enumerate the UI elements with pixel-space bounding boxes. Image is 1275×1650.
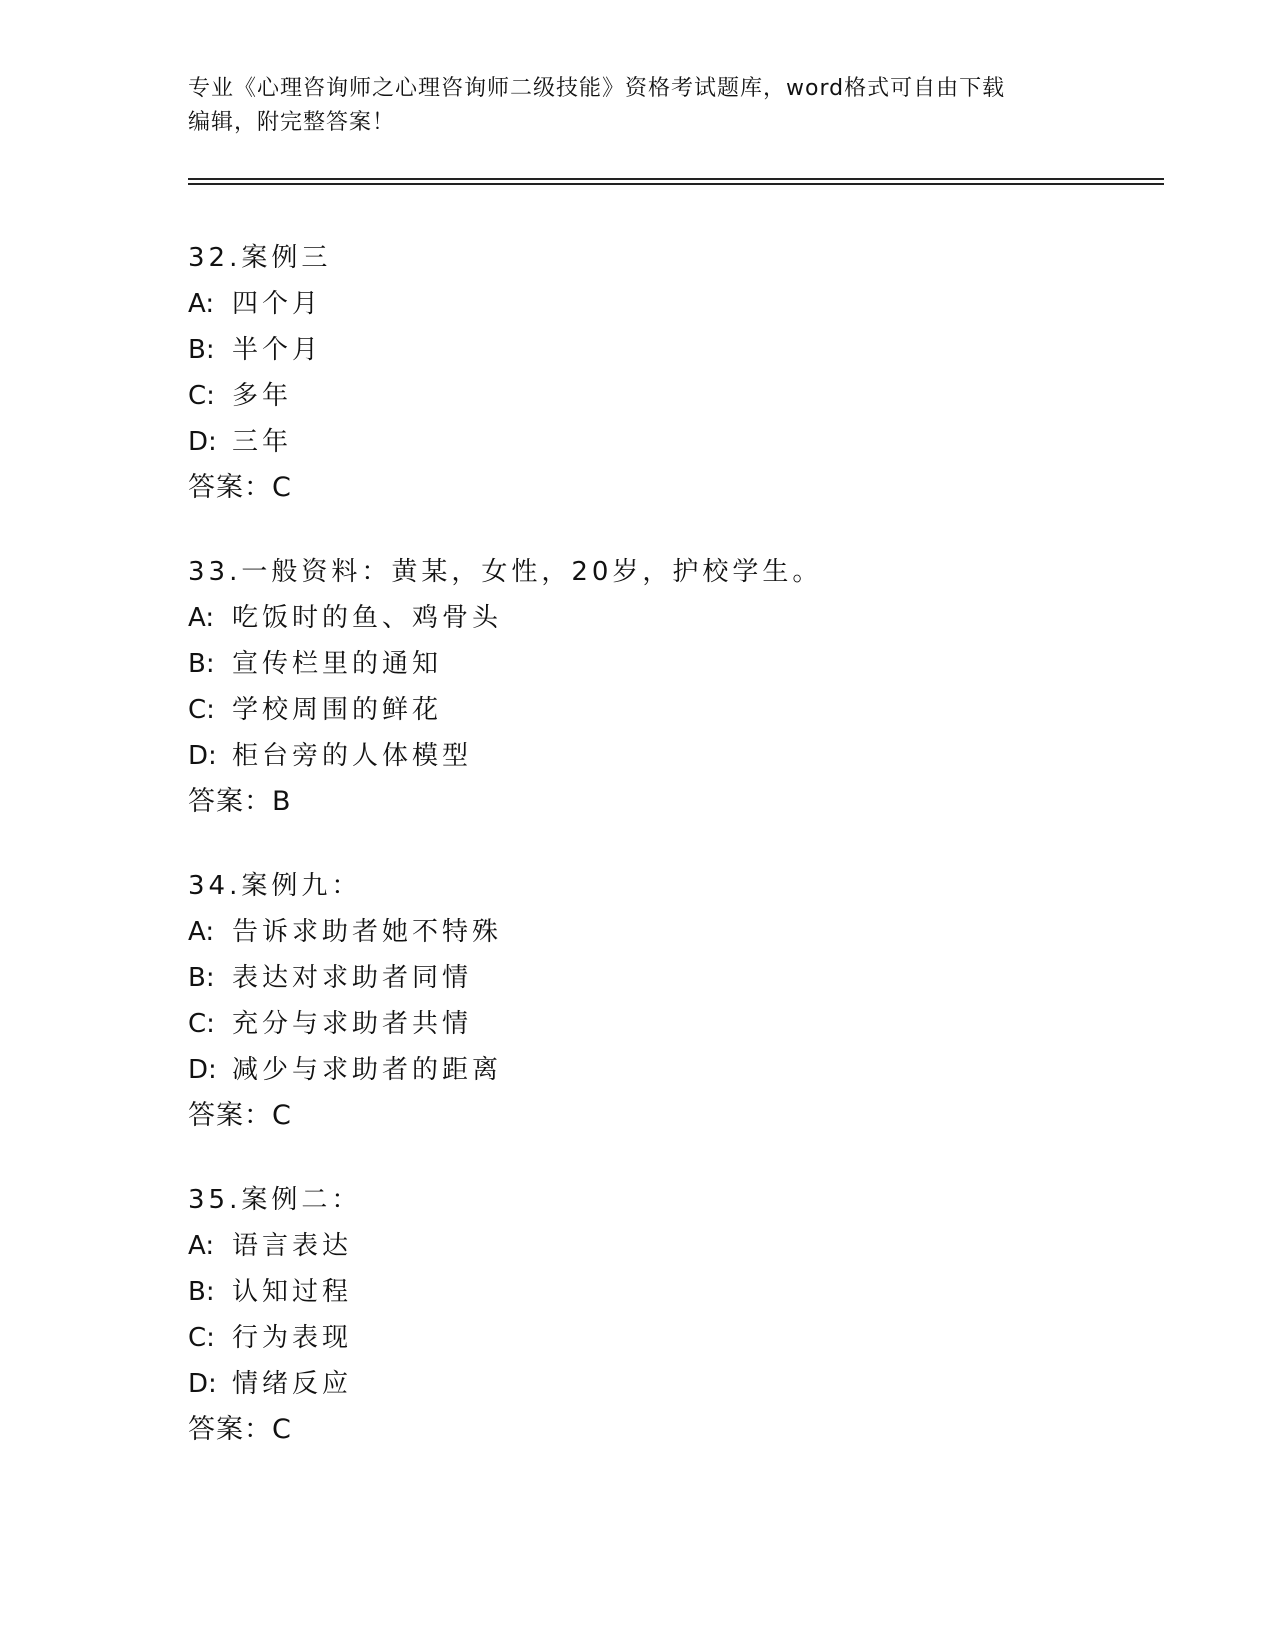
- option-text: 认知过程: [232, 1277, 353, 1307]
- option-a: [188, 909, 1148, 955]
- document-header: [188, 72, 1088, 140]
- header-divider-bottom: [188, 183, 1164, 185]
- question-33: [188, 549, 1148, 825]
- option-a: [188, 1223, 1148, 1269]
- option-letter: B:: [188, 963, 215, 993]
- option-letter: C:: [188, 381, 215, 411]
- option-text: 四个月: [232, 289, 323, 319]
- option-text: 多年: [232, 381, 293, 411]
- option-letter: C:: [188, 1009, 215, 1039]
- question-34: [188, 863, 1148, 1139]
- answer-line: 答案：B: [188, 786, 292, 817]
- option-letter: B:: [188, 649, 215, 679]
- option-letter: A:: [188, 289, 215, 319]
- option-d: [188, 419, 1148, 465]
- option-b: [188, 641, 1148, 687]
- question-32: [188, 235, 1148, 511]
- option-letter: B:: [188, 1277, 215, 1307]
- question-stem: 35.案例二：: [188, 1185, 362, 1215]
- question-stem: 32.案例三: [188, 243, 332, 273]
- option-text: 语言表达: [232, 1231, 353, 1261]
- question-stem: 34.案例九：: [188, 871, 362, 901]
- option-letter: A:: [188, 603, 215, 633]
- question-stem: 33.一般资料：黄某，女性，20岁，护校学生。: [188, 557, 823, 587]
- answer-line: 答案：C: [188, 1414, 292, 1445]
- option-text: 告诉求助者她不特殊: [232, 917, 503, 947]
- option-text: 行为表现: [232, 1323, 353, 1353]
- option-text: 吃饭时的鱼、鸡骨头: [232, 603, 503, 633]
- header-line-1: 专业《心理咨询师之心理咨询师二级技能》资格考试题库，word格式可自由下载: [188, 76, 1006, 101]
- answer-line: 答案：C: [188, 472, 292, 503]
- option-letter: B:: [188, 335, 215, 365]
- option-b: [188, 1269, 1148, 1315]
- option-letter: A:: [188, 917, 215, 947]
- option-letter: D:: [188, 1369, 217, 1399]
- option-letter: A:: [188, 1231, 215, 1261]
- option-d: [188, 1047, 1148, 1093]
- header-divider-top: [188, 178, 1164, 180]
- option-text: 宣传栏里的通知: [232, 649, 443, 679]
- option-text: 柜台旁的人体模型: [232, 741, 473, 771]
- option-letter: D:: [188, 427, 217, 457]
- option-c: [188, 1001, 1148, 1047]
- option-text: 表达对求助者同情: [232, 963, 473, 993]
- option-d: [188, 1361, 1148, 1407]
- option-text: 充分与求助者共情: [232, 1009, 473, 1039]
- option-letter: C:: [188, 1323, 215, 1353]
- option-text: 情绪反应: [232, 1369, 353, 1399]
- option-a: [188, 281, 1148, 327]
- option-text: 三年: [232, 427, 293, 457]
- option-a: [188, 595, 1148, 641]
- question-35: [188, 1177, 1148, 1453]
- option-letter: D:: [188, 741, 217, 771]
- option-b: [188, 955, 1148, 1001]
- option-d: [188, 733, 1148, 779]
- option-letter: D:: [188, 1055, 217, 1085]
- option-letter: C:: [188, 695, 215, 725]
- option-text: 减少与求助者的距离: [232, 1055, 503, 1085]
- option-b: [188, 327, 1148, 373]
- option-text: 半个月: [232, 335, 323, 365]
- question-list: [188, 235, 1148, 1491]
- option-c: [188, 373, 1148, 419]
- answer-line: 答案：C: [188, 1100, 292, 1131]
- header-line-2: 编辑，附完整答案！: [188, 110, 396, 135]
- option-c: [188, 1315, 1148, 1361]
- option-c: [188, 687, 1148, 733]
- option-text: 学校周围的鲜花: [232, 695, 443, 725]
